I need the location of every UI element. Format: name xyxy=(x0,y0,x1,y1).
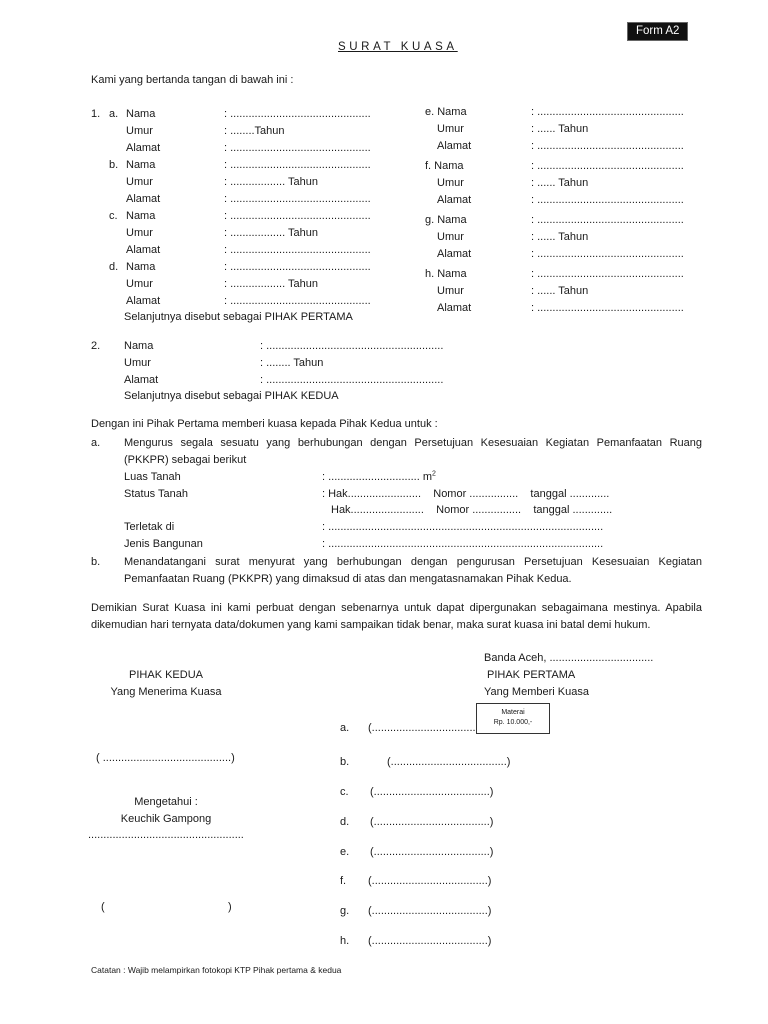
status-tanah-field-2[interactable]: Hak........................ Nomor ................ tanggal ............. xyxy=(331,504,613,516)
terletak-field[interactable]: : .......................................................................................... xyxy=(322,521,604,533)
person-f-umur-field[interactable]: : ...... Tahun xyxy=(531,177,589,189)
mengetahui-title: Mengetahui : xyxy=(134,796,198,808)
materai-stamp-box xyxy=(476,703,550,734)
item-b-text: Menandatangani surat menyurat yang berhubungan dengan pengurusan Persetujuan Kesesuaian Kegiatan Pemanfaatan Ruang (PKKPR) yang dimaksud di atas dan mengatasnamakan Pihak Kedua. xyxy=(124,556,702,585)
person-f-nama-field[interactable]: : ................................................ xyxy=(531,160,684,172)
status-tanah-field-1[interactable]: : Hak........................ Nomor ................ tanggal ............. xyxy=(322,488,610,500)
person-g-umur-label: Umur xyxy=(437,231,464,243)
status-tanah-label: Status Tanah xyxy=(124,488,189,500)
person-e-umur-field[interactable]: : ...... Tahun xyxy=(531,123,589,135)
person-a-letter: a. xyxy=(109,108,119,120)
person-b-alamat-label: Alamat xyxy=(126,193,161,205)
signer-d-letter: d. xyxy=(340,816,350,828)
signer-e-letter: e. xyxy=(340,846,350,858)
person-d-alamat-field[interactable]: : .............................................. xyxy=(224,295,371,307)
jenis-bangunan-label: Jenis Bangunan xyxy=(124,538,203,550)
signer-f-line[interactable]: (......................................) xyxy=(368,875,492,887)
terletak-label: Terletak di xyxy=(124,521,175,533)
person-a-umur-label: Umur xyxy=(126,125,153,137)
pihak-pertama-subtitle: Yang Memberi Kuasa xyxy=(484,686,589,698)
person-c-nama-field[interactable]: : .............................................. xyxy=(224,210,371,222)
person-b-nama-label: Nama xyxy=(126,159,156,171)
person-e-nama-label: e. Nama xyxy=(425,106,467,118)
person-d-umur-label: Umur xyxy=(126,278,153,290)
keuchik-name-line[interactable]: ................................................... xyxy=(88,829,244,841)
person-e-umur-label: Umur xyxy=(437,123,464,135)
jenis-bangunan-field[interactable]: : .......................................................................................... xyxy=(322,538,604,550)
person-d-nama-label: Nama xyxy=(126,261,156,273)
signer-c-line[interactable]: (......................................) xyxy=(370,786,494,798)
place-date-field[interactable]: Banda Aceh, .................................. xyxy=(484,652,654,664)
signer-f-letter: f. xyxy=(340,875,347,887)
person-c-alamat-label: Alamat xyxy=(126,244,161,256)
person-a-nama-label: Nama xyxy=(126,108,156,120)
signer-c-letter: c. xyxy=(340,786,349,798)
pihak-kedua-subtitle: Yang Menerima Kuasa xyxy=(110,686,222,698)
pihak-kedua-signature-line[interactable]: ( ..........................................) xyxy=(96,752,235,764)
person-h-nama-field[interactable]: : ................................................ xyxy=(531,268,684,280)
signer-e-line[interactable]: (......................................) xyxy=(370,846,494,858)
person-h-umur-field[interactable]: : ...... Tahun xyxy=(531,285,589,297)
luas-tanah-field[interactable]: : .............................. $m^2$ xyxy=(322,470,436,483)
person-h-nama-label: h. Nama xyxy=(425,268,467,280)
person-b-alamat-field[interactable]: : .............................................. xyxy=(224,193,371,205)
person-a-nama-field[interactable]: : .............................................. xyxy=(224,108,371,120)
person-c-letter: c. xyxy=(109,210,118,222)
intro-text: Kami yang bertanda tangan di bawah ini : xyxy=(91,74,294,86)
signer-g-letter: g. xyxy=(340,905,350,917)
person-f-alamat-label: Alamat xyxy=(437,194,472,206)
signer-a-letter: a. xyxy=(340,722,350,734)
item-b-letter: b. xyxy=(91,556,101,568)
person-e-alamat-label: Alamat xyxy=(437,140,472,152)
kuasa-intro: Dengan ini Pihak Pertama memberi kuasa kepada Pihak Kedua untuk : xyxy=(91,418,438,430)
person-h-umur-label: Umur xyxy=(437,285,464,297)
item-a-letter: a. xyxy=(91,437,101,449)
signer-b-letter: b. xyxy=(340,756,350,768)
signer-h-line[interactable]: (......................................) xyxy=(368,935,492,947)
person-e-alamat-field[interactable]: : ................................................ xyxy=(531,140,684,152)
person-d-umur-field[interactable]: : .................. Tahun xyxy=(224,278,318,290)
person-g-alamat-label: Alamat xyxy=(437,248,472,260)
person-f-alamat-field[interactable]: : ................................................ xyxy=(531,194,684,206)
person-h-alamat-label: Alamat xyxy=(437,302,472,314)
item-a-text: Mengurus segala sesuatu yang berhubungan dengan Persetujuan Kesesuaian Kegiatan Pemanfaatan Ruang (PKKPR) sebagai berikut xyxy=(124,437,702,466)
item-number-1: 1. xyxy=(91,108,101,120)
person-d-alamat-label: Alamat xyxy=(126,295,161,307)
keuchik-title: Keuchik Gampong xyxy=(120,813,212,825)
second-alamat-field[interactable]: : .......................................................... xyxy=(260,374,444,386)
second-alamat-label: Alamat xyxy=(124,374,159,386)
person-c-umur-label: Umur xyxy=(126,227,153,239)
signer-a-line[interactable]: (.................................. xyxy=(368,722,476,734)
footnote: Catatan : Wajib melampirkan fotokopi KTP Pihak pertama & kedua xyxy=(91,965,342,975)
stamp-line-1: Materai xyxy=(501,709,525,716)
person-c-alamat-field[interactable]: : .............................................. xyxy=(224,244,371,256)
signer-g-line[interactable]: (......................................) xyxy=(368,905,492,917)
signer-d-line[interactable]: (......................................) xyxy=(370,816,494,828)
person-a-alamat-label: Alamat xyxy=(126,142,161,154)
person-g-nama-field[interactable]: : ................................................ xyxy=(531,214,684,226)
luas-tanah-label: Luas Tanah xyxy=(124,471,181,483)
keuchik-paren-close: ) xyxy=(228,901,232,913)
second-nama-label: Nama xyxy=(124,340,154,352)
closing-paragraph: Demikian Surat Kuasa ini kami perbuat dengan sebenarnya untuk dapat dipergunakan sebagaimana mestinya. Apabila dikemudian hari ternyata data/dokumen yang kami sampaikan tidak benar, maka surat kuasa ini batal demi hukum. xyxy=(91,602,702,631)
pihak-pertama-note: Selanjutnya disebut sebagai PIHAK PERTAMA xyxy=(124,311,353,323)
person-d-letter: d. xyxy=(109,261,119,273)
pihak-pertama-title: PIHAK PERTAMA xyxy=(487,669,576,681)
person-g-nama-label: g. Nama xyxy=(425,214,467,226)
form-code-badge: Form A2 xyxy=(627,22,688,41)
person-c-umur-field[interactable]: : .................. Tahun xyxy=(224,227,318,239)
person-f-nama-label: f. Nama xyxy=(425,160,464,172)
stamp-line-2: Rp. 10.000,- xyxy=(493,719,533,726)
person-d-nama-field[interactable]: : .............................................. xyxy=(224,261,371,273)
person-b-nama-field[interactable]: : .............................................. xyxy=(224,159,371,171)
person-h-alamat-field[interactable]: : ................................................ xyxy=(531,302,684,314)
pihak-kedua-note: Selanjutnya disebut sebagai PIHAK KEDUA xyxy=(124,390,339,402)
person-e-nama-field[interactable]: : ................................................ xyxy=(531,106,684,118)
second-umur-field[interactable]: : ........ Tahun xyxy=(260,357,324,369)
page-title: SURAT KUASA xyxy=(338,41,458,53)
second-nama-field[interactable]: : .......................................................... xyxy=(260,340,444,352)
person-b-letter: b. xyxy=(109,159,119,171)
person-b-umur-label: Umur xyxy=(126,176,153,188)
person-a-umur-field[interactable]: : ........Tahun xyxy=(224,125,285,137)
person-g-umur-field[interactable]: : ...... Tahun xyxy=(531,231,589,243)
person-b-umur-field[interactable]: : .................. Tahun xyxy=(224,176,318,188)
signer-h-letter: h. xyxy=(340,935,350,947)
keuchik-paren-open: ( xyxy=(101,901,105,913)
pihak-kedua-title: PIHAK KEDUA xyxy=(129,669,203,681)
person-f-umur-label: Umur xyxy=(437,177,464,189)
item-number-2: 2. xyxy=(91,340,101,352)
person-g-alamat-field[interactable]: : ................................................ xyxy=(531,248,684,260)
person-c-nama-label: Nama xyxy=(126,210,156,222)
person-a-alamat-field[interactable]: : .............................................. xyxy=(224,142,371,154)
second-umur-label: Umur xyxy=(124,357,151,369)
signer-b-line[interactable]: (......................................) xyxy=(387,756,511,768)
